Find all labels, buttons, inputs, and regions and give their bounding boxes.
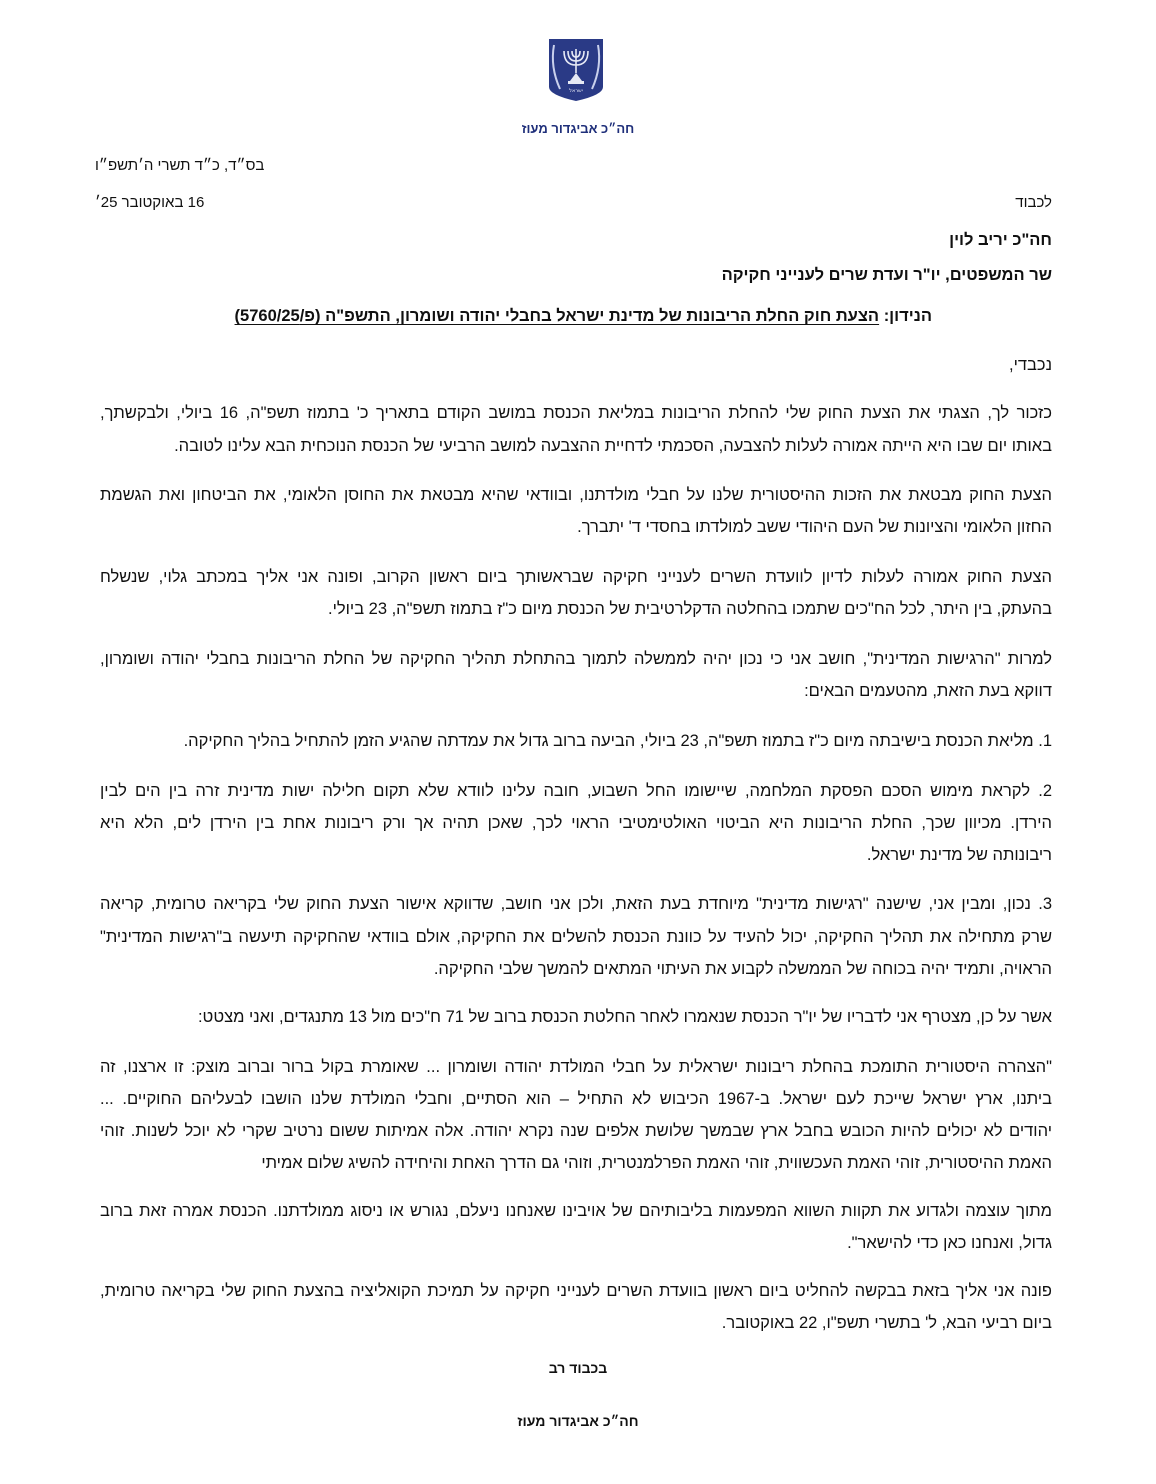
paragraph-line: ביתנו, ארץ ישראל שייכת לעם ישראל. ב-1967 הכיבוש לא התחיל – הוא הסתיים, וחבלי המולדת שלנו הושבו לבעליהם החוקיים. ...	[100, 1090, 1053, 1108]
paragraph-line: החזון הלאומי והציונות של העם היהודי ששב למולדתו בחסדי ד' יתברך.	[577, 518, 1052, 536]
emblem-text: ישראל	[569, 88, 583, 94]
recipient-title: שר המשפטים, יו"ר ועדת שרים לענייני חקיקה	[721, 266, 1052, 284]
paragraph-line: "הצהרה היסטורית התומכת בהחלת ריבונות ישראלית על חבלי המולדת יהודה ושומרון ... שאומרת בקול ברור וברוב מוצק: זו ארצנו, זה	[100, 1058, 1052, 1076]
paragraph-line: דווקא בעת הזאת, מהטעמים הבאים:	[804, 682, 1052, 700]
paragraph-line: גדול, ואנחנו כאן כדי להישאר".	[847, 1234, 1052, 1252]
paragraph-line: הצעת החוק אמורה לעלות לדיון לוועדת השרים לענייני חקיקה שבראשותך ביום ראשון הקרוב, ופונה אני אליך במכתב גלוי, שנשלח	[100, 568, 1052, 586]
paragraph-line: באותו יום שבו היא הייתה אמורה לעלות להצבעה, הסכמתי לדחיית ההצבעה למושב הרביעי של הכנסת הנוכחית הבא עלינו לטובה.	[174, 437, 1052, 455]
paragraph-line: ריבונותה של מדינת ישראל.	[866, 846, 1052, 864]
subject-label: הנידון:	[883, 307, 932, 325]
paragraph-line: הצעת החוק מבטאת את הזכות ההיסטורית שלנו על חבלי מולדתנו, ובוודאי שהיא מבטאת את החוסן הלאומי, את הביטחון ואת הגשמת	[100, 486, 1052, 504]
closing: בכבוד רב	[548, 1360, 608, 1376]
paragraph-line: למרות "הרגישות המדינית", חושב אני כי נכון יהיה לממשלה לתמוך בהתחלת תהליך החקיקה של החלת הריבונות בחבלי יהודה ושומרון,	[100, 650, 1052, 668]
paragraph-line: 3. נכון, ומבין אני, שישנה "רגישות מדינית" מיוחדת בעת הזאת, ולכן אני חושב, שדווקא אישור הצעת החוק שלי בקריאה טרומית, קריאה	[100, 895, 1052, 913]
paragraph-line: האמת ההיסטורית, זוהי האמת העכשווית, זוהי האמת הפרלמנטרית, וזוהי גם הדרך האחת והיחידה להשיג שלום אמיתי	[261, 1154, 1052, 1172]
salutation: נכבדי,	[1009, 356, 1052, 374]
signature: חה״כ אביגדור מעוז	[517, 1413, 639, 1429]
paragraph-line: מתוך עוצמה ולגדוע את תקוות השווא המפעמות בליבותיהם של אויבינו שאנחנו ניעלם, נגורש או ניסוג ממולדתנו. הכנסת אמרה זאת ברוב	[100, 1202, 1052, 1220]
paragraph-line: 2. לקראת מימוש הסכם הפסקת המלחמה, שיישומו החל השבוע, חובה עלינו לוודא שלא תקום חלילה ישות מדינית זרה בין הים לבין	[100, 782, 1052, 800]
recipient-honorific: לכבוד	[1015, 194, 1052, 211]
paragraph-line: פונה אני אליך בזאת בבקשה להחליט ביום ראשון בוועדת השרים לענייני חקיקה על תמיכת הקואליציה בהצעת החוק שלי בקריאה טרומית,	[100, 1282, 1052, 1300]
paragraph-line: הראויה, ותמיד יהיה בכוחה של הממשלה לקבוע את העיתוי המתאים להמשך שלבי החקיקה.	[433, 960, 1052, 978]
paragraph-line: 1. מליאת הכנסת בישיבתה מיום כ"ז בתמוז תשפ"ה, 23 ביולי, הביעה ברוב גדול את עמדתה שהגיע הזמן להתחיל בהליך החקיקה.	[183, 732, 1052, 750]
paragraph-line: הירדן. מכיוון שכך, החלת הריבונות היא הביטוי האולטימטיבי הראוי לכך, שאכן תהיה אך ורק ריבונות אחת בין הירדן לים, הלא היא	[100, 814, 1052, 832]
paragraph-line: ביום רביעי הבא, ל' בתשרי תשפ"ו, 22 באוקטובר.	[721, 1314, 1052, 1332]
paragraph-line: שרק מתחילה את תהליך החקיקה, יכול להעיד על כוונת הכנסת להשלים את החקיקה, אולם בוודאי שהחקיקה תיעשה ב"רגישות המדינית"	[100, 928, 1052, 946]
subject-text: הצעת חוק החלת הריבונות של מדינת ישראל בחבלי יהודה ושומרון, התשפ"ה (פ/5760/25)	[234, 307, 880, 325]
paragraph-line: בהעתק, בין היתר, לכל הח"כים שתמכו בהחלטה הדקלרטיבית של הכנסת מיום כ"ז בתמוז תשפ"ה, 23 ביולי.	[328, 600, 1052, 618]
paragraph-line: אשר על כן, מצטרף אני לדבריו של יו"ר הכנסת שנאמרו לאחר החלטת הכנסת ברוב של 71 ח"כים מול 13 מתנגדים, ואני מצטט:	[197, 1008, 1052, 1026]
state-emblem-icon	[546, 37, 606, 103]
recipient-name: חה"כ יריב לוין	[949, 231, 1052, 249]
hebrew-date: בס״ד, כ״ד תשרי ה׳תשפ״ו	[95, 157, 265, 174]
subject-line	[235, 305, 932, 327]
paragraph-line: כזכור לך, הצגתי את הצעת החוק שלי להחלת הריבונות במליאת הכנסת במושב הקודם בתאריך כ' בתמוז תשפ"ה, 16 ביולי, ולבקשתך,	[100, 404, 1052, 422]
paragraph-line: יהודים לא יכולים להיות הכובש בחבל ארץ שבמשך שלושת אלפים שנה נקרא יהודה. אלה אמיתות ששום נרטיב שקרי לא יוכל לשנות. זוהי	[100, 1122, 1052, 1140]
letterhead-member-name: חה״כ אביגדור מעוז	[521, 121, 635, 136]
gregorian-date: 16 באוקטובר 25׳	[95, 194, 205, 211]
